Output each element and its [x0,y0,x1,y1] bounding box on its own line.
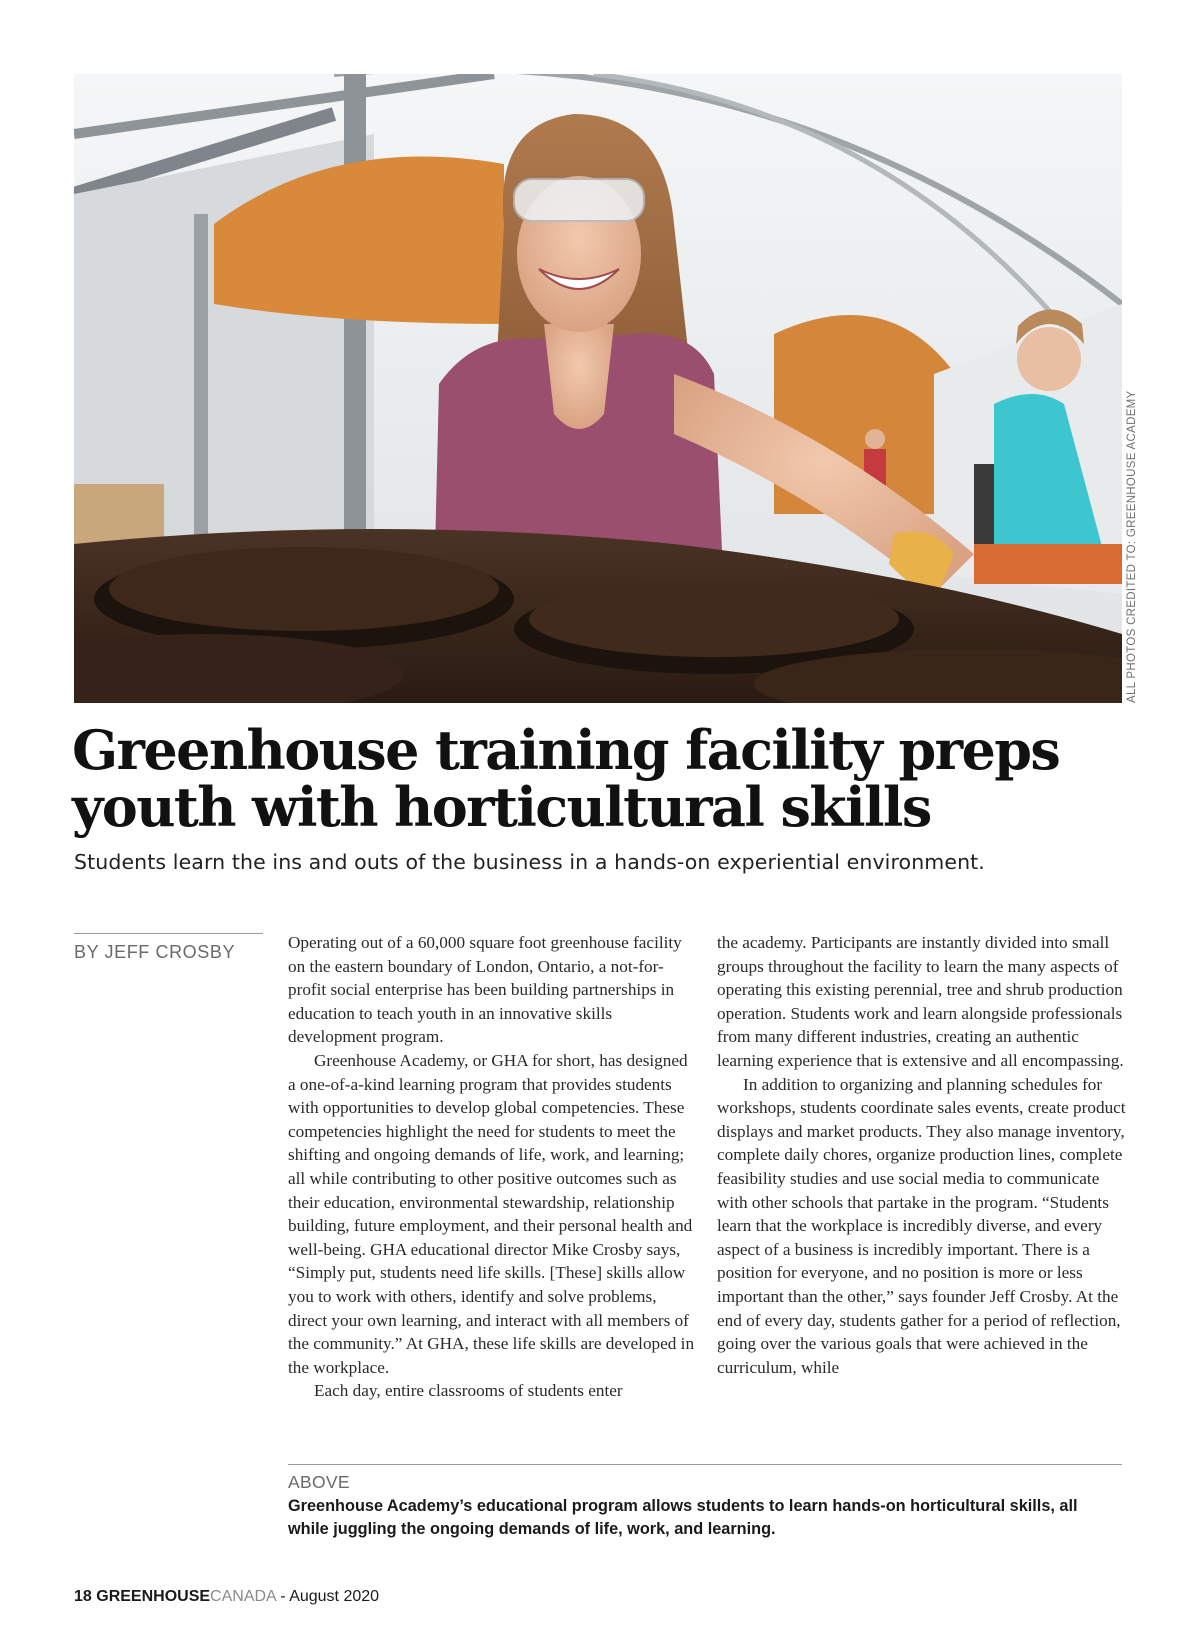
caption-text: Greenhouse Academy’s educational program allows students to learn hands-on horticultural skills, all while juggling the ongoing demands of life, work, and learning. [288,1497,1078,1538]
body-column-1 [288,931,698,1403]
paragraph: Greenhouse Academy, or GHA for short, has designed a one-of-a-kind learning program that provides students with opportunities to develop global competencies. These competencies highlight the need for students to meet the shifting and ongoing demands of life, work, and learning; all while contributing to other positive outcomes such as their education, environmental stewardship, relationship building, future employment, and their personal health and well-being. GHA educational director Mike Crosby says, “Simply put, students need life skills. [These] skills allow you to work with others, identify and solve problems, direct your own learning, and interact with all members of the community.” At GHA, these life skills are developed in the workplace. [288,1050,695,1377]
headline-line-1: Greenhouse training facility preps [72,718,1060,782]
publication-name-bold: GREENHOUSE [96,1588,211,1605]
photo-credit: ALL PHOTOS CREDITED TO: GREENHOUSE ACADEMY [1126,390,1138,703]
paragraph: the academy. Participants are instantly divided into small groups throughout the facility to learn the many aspects of operating this existing perennial, tree and shrub production operation. Students work and learn alongside professionals from many different industries, creating an authentic learning experience that is extensive and all encompassing. [717,933,1124,1070]
byline: BY JEFF CROSBY [74,942,236,962]
paragraph: In addition to organizing and planning schedules for workshops, students coordinate sales events, create product displays and market products. They also manage inventory, complete daily chores, organize production lines, complete feasibility studies and use social media to communicate with other schools that partake in the program. “Students learn that the workplace is incredibly diverse, and every aspect of a business is incredibly important. There is a position for everyone, and no position is more or less important than the other,” says founder Jeff Crosby. At the end of every day, students gather for a period of reflection, going over the various goals that were achieved in the curriculum, while [717,1074,1126,1377]
hero-photo [74,74,1122,703]
paragraph: Operating out of a 60,000 square foot greenhouse facility on the eastern boundary of London, Ontario, a not-for-profit social enterprise has been building partnerships in education to teach youth in an innovative skills development program. [288,933,682,1047]
greenhouse-student-photo-icon [74,74,1122,703]
caption-label: ABOVE [288,1472,350,1492]
page-folio [74,1588,379,1606]
publication-name-light: CANADA [210,1588,276,1605]
paragraph: Each day, entire classrooms of students enter [314,1381,623,1401]
page-number: 18 [74,1588,92,1605]
headline-line-2: youth with horticultural skills [72,775,931,839]
article-headline [72,718,1132,839]
byline-divider [74,933,263,934]
caption-divider [288,1464,1122,1465]
issue-date: - August 2020 [280,1588,380,1605]
body-column-2 [717,931,1127,1379]
article-deck: Students learn the ins and outs of the business in a hands-on experiential environment. [74,850,985,874]
